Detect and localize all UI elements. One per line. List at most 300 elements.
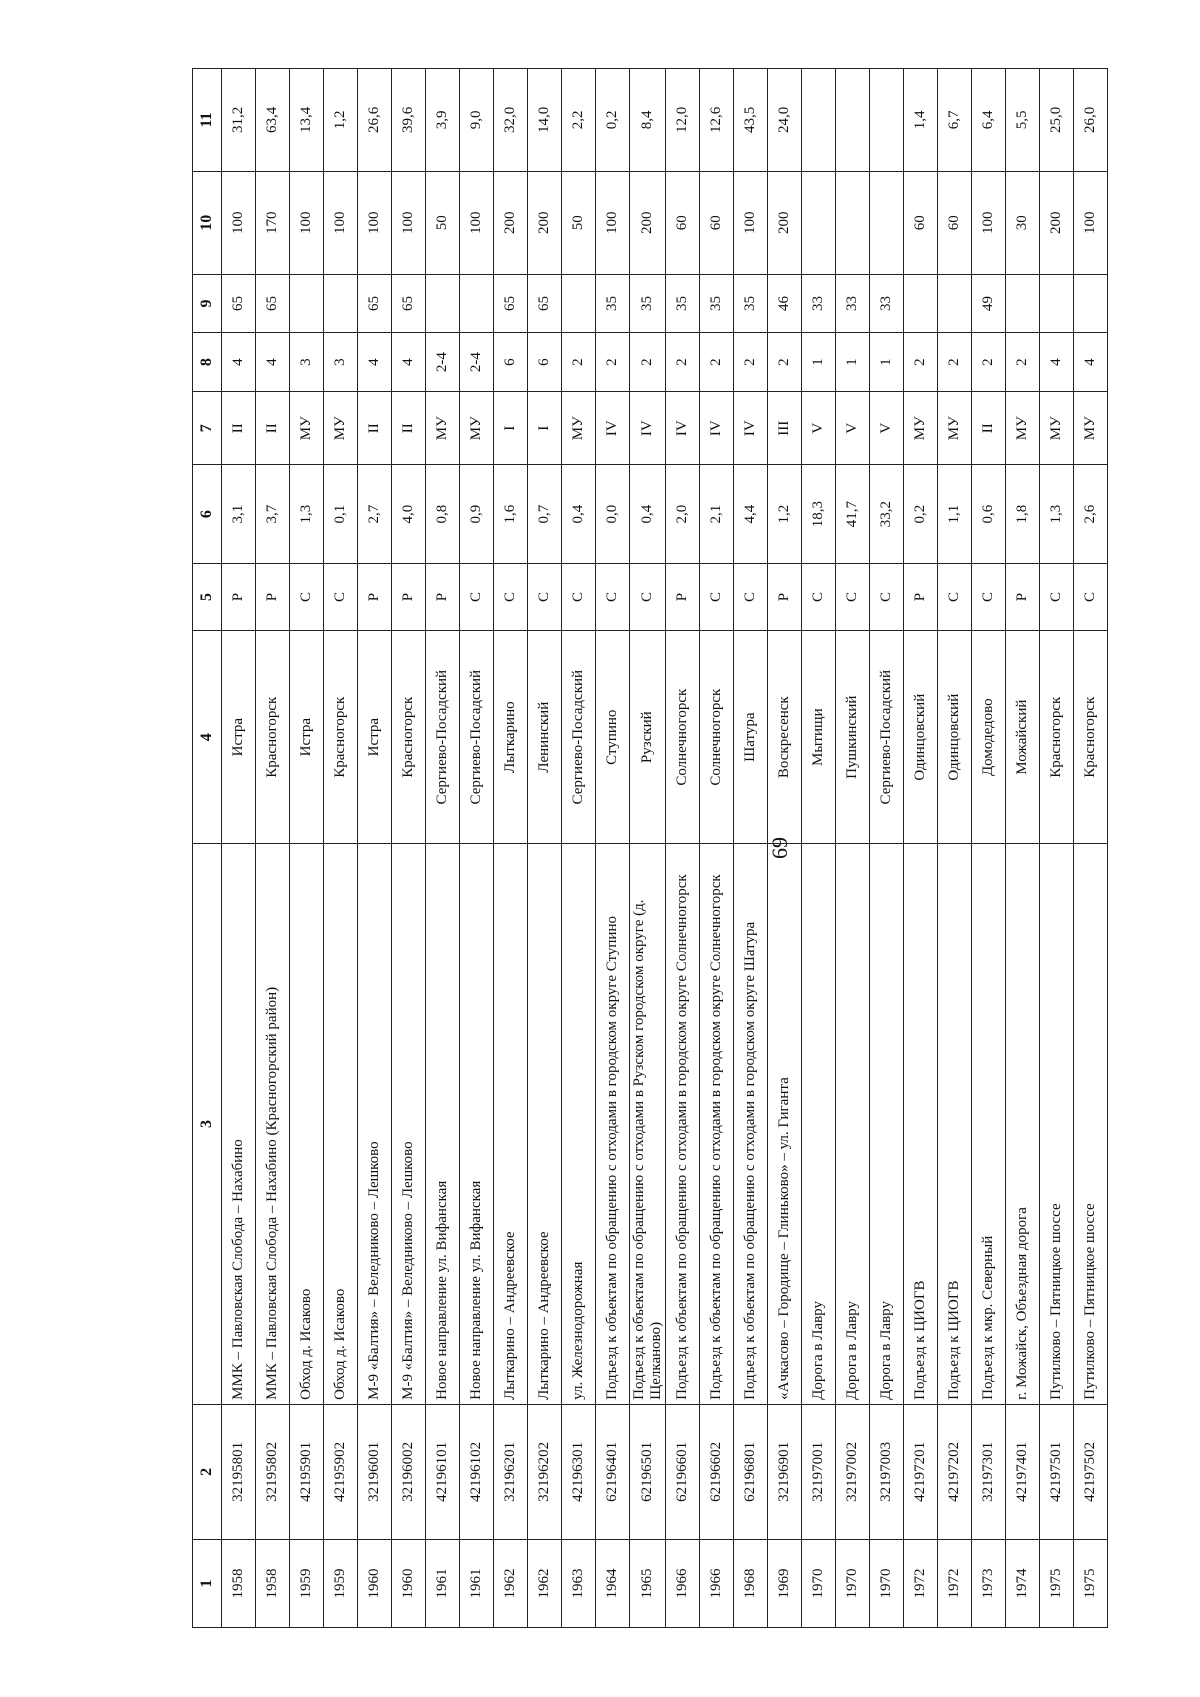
table-cell: 41,7 (836, 465, 870, 563)
table-cell: 1968 (734, 1539, 768, 1627)
table-cell (562, 274, 596, 333)
table-cell: Р (222, 563, 256, 631)
table-cell: 0,0 (596, 465, 630, 563)
table-cell: 42197201 (904, 1404, 938, 1539)
table-cell: IV (596, 392, 630, 465)
table-cell: 1,4 (904, 69, 938, 172)
table-cell: 4 (392, 333, 426, 392)
table-cell: 1970 (836, 1539, 870, 1627)
table-cell: 43,5 (734, 69, 768, 172)
table-row (426, 69, 460, 1628)
table-cell: V (870, 392, 904, 465)
table-cell: Сергиево-Посадский (426, 631, 460, 844)
table-cell: 3 (324, 333, 358, 392)
table-cell: 0,4 (630, 465, 666, 563)
table-cell: 42195902 (324, 1404, 358, 1539)
table-cell: 32196202 (528, 1404, 562, 1539)
table-cell: 1962 (528, 1539, 562, 1627)
table-cell: 2 (630, 333, 666, 392)
table-cell: С (460, 563, 494, 631)
column-header: 5 (193, 563, 222, 631)
table-cell: 200 (528, 171, 562, 274)
table-cell: 65 (494, 274, 528, 333)
table-cell: 2,6 (1074, 465, 1108, 563)
table-cell: 62196801 (734, 1404, 768, 1539)
table-cell (460, 274, 494, 333)
table-cell: Одинцовский (938, 631, 972, 844)
table-cell: 60 (904, 171, 938, 274)
table-cell: 1959 (324, 1539, 358, 1627)
table-cell: 65 (256, 274, 290, 333)
table-row (256, 69, 290, 1628)
table-cell: 62196602 (700, 1404, 734, 1539)
table-cell: 26,0 (1074, 69, 1108, 172)
table-cell: 62196401 (596, 1404, 630, 1539)
table-cell: 42196101 (426, 1404, 460, 1539)
table-cell: Сергиево-Посадский (562, 631, 596, 844)
table-cell: 4 (358, 333, 392, 392)
column-header: 6 (193, 465, 222, 563)
table-cell: С (734, 563, 768, 631)
table-cell: 12,6 (700, 69, 734, 172)
table-row (596, 69, 630, 1628)
table-cell: С (494, 563, 528, 631)
table-cell (426, 274, 460, 333)
table-cell: 2 (562, 333, 596, 392)
table-cell: 100 (222, 171, 256, 274)
table-cell: ул. Железнодорожная (562, 844, 596, 1405)
table-row (222, 69, 256, 1628)
table-cell: 1,1 (938, 465, 972, 563)
table-cell: Воскресенск (768, 631, 802, 844)
table-row (836, 69, 870, 1628)
table-cell: 200 (630, 171, 666, 274)
table-cell: Домодедово (972, 631, 1006, 844)
table-cell: Р (392, 563, 426, 631)
table-row (1040, 69, 1074, 1628)
table-cell: 33 (836, 274, 870, 333)
table-row (904, 69, 938, 1628)
table-cell: 100 (460, 171, 494, 274)
table-cell: 2-4 (426, 333, 460, 392)
table-cell: 2,1 (700, 465, 734, 563)
table-cell: V (802, 392, 836, 465)
table-cell: 1960 (358, 1539, 392, 1627)
table-cell: 42196301 (562, 1404, 596, 1539)
roads-table (192, 68, 1108, 1628)
table-cell: 32196201 (494, 1404, 528, 1539)
table-cell: 1,3 (290, 465, 324, 563)
table-cell: 35 (596, 274, 630, 333)
table-cell: 3,7 (256, 465, 290, 563)
table-cell: 100 (290, 171, 324, 274)
table-cell: 39,6 (392, 69, 426, 172)
table-cell: Рузский (630, 631, 666, 844)
table-cell: Ступино (596, 631, 630, 844)
table-cell: 4 (222, 333, 256, 392)
table-cell: 0,4 (562, 465, 596, 563)
table-cell (1040, 274, 1074, 333)
table-cell: МУ (938, 392, 972, 465)
table-cell: 1,3 (1040, 465, 1074, 563)
column-header: 10 (193, 171, 222, 274)
table-cell: 1959 (290, 1539, 324, 1627)
table-cell: С (938, 563, 972, 631)
table-cell: Можайский (1006, 631, 1040, 844)
table-cell: 170 (256, 171, 290, 274)
table-cell: II (222, 392, 256, 465)
table-cell: М-9 «Балтия» – Веледниково – Лешково (358, 844, 392, 1405)
table-cell: 0,7 (528, 465, 562, 563)
table-cell: 18,3 (802, 465, 836, 563)
table-cell: 12,0 (666, 69, 700, 172)
table-cell (836, 171, 870, 274)
table-cell: 32196901 (768, 1404, 802, 1539)
table-cell: 42195901 (290, 1404, 324, 1539)
table-cell: 62196601 (666, 1404, 700, 1539)
table-row (1074, 69, 1108, 1628)
table-cell: С (1040, 563, 1074, 631)
table-row (324, 69, 358, 1628)
table-cell: МУ (460, 392, 494, 465)
table-cell: 1964 (596, 1539, 630, 1627)
table-cell: Р (256, 563, 290, 631)
table-cell: IV (630, 392, 666, 465)
table-cell: 2 (768, 333, 802, 392)
table-row (700, 69, 734, 1628)
table-cell: IV (666, 392, 700, 465)
table-row (290, 69, 324, 1628)
table-cell: Дорога в Лавру (802, 844, 836, 1405)
table-cell: 5,5 (1006, 69, 1040, 172)
table-cell: II (972, 392, 1006, 465)
table-cell: 63,4 (256, 69, 290, 172)
table-cell (904, 274, 938, 333)
table-cell: 1972 (938, 1539, 972, 1627)
table-cell: Подъезд к ЦИОГВ (938, 844, 972, 1405)
table-cell: Солнечногорск (666, 631, 700, 844)
table-cell: 62196501 (630, 1404, 666, 1539)
table-cell: С (596, 563, 630, 631)
table-cell: МУ (1074, 392, 1108, 465)
table-cell: 32197003 (870, 1404, 904, 1539)
table-cell: 1,6 (494, 465, 528, 563)
table-cell: 4 (1040, 333, 1074, 392)
table-cell: Подъезд к объектам по обращению с отходами в Рузском городском округе (д. Щелканово) (630, 844, 666, 1405)
table-cell: 2-4 (460, 333, 494, 392)
table-cell: Подъезд к объектам по обращению с отходами в городском округе Ступино (596, 844, 630, 1405)
table-cell (1006, 274, 1040, 333)
table-cell: Истра (222, 631, 256, 844)
table-cell: 2 (700, 333, 734, 392)
table-row (392, 69, 426, 1628)
table-cell: Подъезд к объектам по обращению с отходами в городском округе Солнечногорск (700, 844, 734, 1405)
table-cell: 42197502 (1074, 1404, 1108, 1539)
table-cell: ММК – Павловская Слобода – Нахабино (222, 844, 256, 1405)
table-cell: I (528, 392, 562, 465)
table-cell: 100 (358, 171, 392, 274)
table-cell: 3,9 (426, 69, 460, 172)
table-row (802, 69, 836, 1628)
table-row (358, 69, 392, 1628)
column-header: 9 (193, 274, 222, 333)
table-cell: 9,0 (460, 69, 494, 172)
table-cell: 2 (904, 333, 938, 392)
table-row (870, 69, 904, 1628)
table-cell: 46 (768, 274, 802, 333)
table-cell: 26,6 (358, 69, 392, 172)
table-cell: 33 (870, 274, 904, 333)
table-cell: Обход д. Исаково (290, 844, 324, 1405)
table-cell: Р (666, 563, 700, 631)
table-cell: 1965 (630, 1539, 666, 1627)
table-cell: Истра (290, 631, 324, 844)
table-cell: г. Можайск, Объездная дорога (1006, 844, 1040, 1405)
table-cell: 1972 (904, 1539, 938, 1627)
table-cell: 100 (734, 171, 768, 274)
column-header: 1 (193, 1539, 222, 1627)
table-cell (938, 274, 972, 333)
table-cell: Р (1006, 563, 1040, 631)
table-cell: С (836, 563, 870, 631)
table-cell: 49 (972, 274, 1006, 333)
table-row (1006, 69, 1040, 1628)
table-cell: С (700, 563, 734, 631)
table-cell: Обход д. Исаково (324, 844, 358, 1405)
table-row (494, 69, 528, 1628)
table-cell: 1973 (972, 1539, 1006, 1627)
table-cell: 1974 (1006, 1539, 1040, 1627)
table-cell: «Ачкасово – Городище – Глиньково» – ул. Гиганта (768, 844, 802, 1405)
table-row (938, 69, 972, 1628)
table-cell: 1966 (700, 1539, 734, 1627)
table-cell: С (870, 563, 904, 631)
table-cell: 65 (528, 274, 562, 333)
table-cell: МУ (290, 392, 324, 465)
table-cell: 1970 (802, 1539, 836, 1627)
table-cell: 2 (938, 333, 972, 392)
table-cell: 0,2 (596, 69, 630, 172)
table-cell: 6 (528, 333, 562, 392)
table-cell: Подъезд к ЦИОГВ (904, 844, 938, 1405)
table-cell (870, 69, 904, 172)
table-cell: МУ (1006, 392, 1040, 465)
table-cell: Красногорск (1040, 631, 1074, 844)
table-cell: 32197301 (972, 1404, 1006, 1539)
table-cell: Красногорск (392, 631, 426, 844)
table-cell: 100 (596, 171, 630, 274)
table-cell: 32197002 (836, 1404, 870, 1539)
table-cell: Подъезд к мкр. Северный (972, 844, 1006, 1405)
table-cell: 1 (802, 333, 836, 392)
table-cell: 1958 (256, 1539, 290, 1627)
table-cell: 100 (324, 171, 358, 274)
table-cell: 3,1 (222, 465, 256, 563)
table-cell: 35 (630, 274, 666, 333)
table-cell: Подъезд к объектам по обращению с отходами в городском округе Шатура (734, 844, 768, 1405)
table-container (192, 68, 1108, 1628)
table-cell: 0,8 (426, 465, 460, 563)
table-cell: 2,7 (358, 465, 392, 563)
table-row (630, 69, 666, 1628)
table-cell: 1958 (222, 1539, 256, 1627)
table-cell: 200 (1040, 171, 1074, 274)
table-cell: IV (700, 392, 734, 465)
table-cell: С (562, 563, 596, 631)
table-cell: МУ (562, 392, 596, 465)
table-cell: Путилково – Пятницкое шоссе (1040, 844, 1074, 1405)
table-cell: 1975 (1074, 1539, 1108, 1627)
header-row (193, 69, 222, 1628)
column-header: 2 (193, 1404, 222, 1539)
table-cell: Сергиево-Посадский (870, 631, 904, 844)
table-row (666, 69, 700, 1628)
table-cell: 0,2 (904, 465, 938, 563)
table-cell: 4,4 (734, 465, 768, 563)
table-cell: М-9 «Балтия» – Веледниково – Лешково (392, 844, 426, 1405)
table-cell: 50 (426, 171, 460, 274)
table-cell: 42197501 (1040, 1404, 1074, 1539)
table-cell: 35 (666, 274, 700, 333)
table-cell: Дорога в Лавру (870, 844, 904, 1405)
table-row (460, 69, 494, 1628)
table-cell: 1 (870, 333, 904, 392)
table-cell (802, 171, 836, 274)
table-cell: II (256, 392, 290, 465)
table-cell: 200 (768, 171, 802, 274)
table-cell: 2 (596, 333, 630, 392)
table-cell: С (630, 563, 666, 631)
table-cell: 30 (1006, 171, 1040, 274)
table-cell: 2 (734, 333, 768, 392)
table-cell: 0,1 (324, 465, 358, 563)
table-cell: Р (426, 563, 460, 631)
table-cell: 65 (392, 274, 426, 333)
table-cell: Подъезд к объектам по обращению с отходами в городском округе Солнечногорск (666, 844, 700, 1405)
table-cell: 2 (972, 333, 1006, 392)
table-cell (802, 69, 836, 172)
table-cell: 42197401 (1006, 1404, 1040, 1539)
table-cell: 32195801 (222, 1404, 256, 1539)
table-cell: С (802, 563, 836, 631)
table-cell: 0,9 (460, 465, 494, 563)
table-cell: С (290, 563, 324, 631)
table-row (528, 69, 562, 1628)
table-cell: 1960 (392, 1539, 426, 1627)
table-cell: 60 (938, 171, 972, 274)
table-cell (324, 274, 358, 333)
table-cell: 2,2 (562, 69, 596, 172)
table-cell: Р (768, 563, 802, 631)
table-cell: Лыткарино (494, 631, 528, 844)
table-cell: 33 (802, 274, 836, 333)
table-cell: Красногорск (256, 631, 290, 844)
table-cell: 32196001 (358, 1404, 392, 1539)
table-cell: 32195802 (256, 1404, 290, 1539)
table-cell: 1,2 (768, 465, 802, 563)
column-header: 11 (193, 69, 222, 172)
table-cell: 24,0 (768, 69, 802, 172)
table-cell: 32197001 (802, 1404, 836, 1539)
table-cell: С (324, 563, 358, 631)
table-cell: 50 (562, 171, 596, 274)
table-cell: 1969 (768, 1539, 802, 1627)
table-cell: 25,0 (1040, 69, 1074, 172)
table-cell: 100 (1074, 171, 1108, 274)
table-cell: 100 (972, 171, 1006, 274)
table-cell: III (768, 392, 802, 465)
table-cell: Р (358, 563, 392, 631)
table-cell: IV (734, 392, 768, 465)
table-cell: 35 (700, 274, 734, 333)
column-header: 3 (193, 844, 222, 1405)
table-cell: Шатура (734, 631, 768, 844)
table-cell: 60 (700, 171, 734, 274)
table-cell: Сергиево-Посадский (460, 631, 494, 844)
table-cell: Истра (358, 631, 392, 844)
table-cell: 6 (494, 333, 528, 392)
table-cell: 2 (1006, 333, 1040, 392)
table-cell: 2 (666, 333, 700, 392)
table-cell: МУ (904, 392, 938, 465)
table-cell: 6,4 (972, 69, 1006, 172)
table-cell (870, 171, 904, 274)
table-cell: Новое направление ул. Вифанская (426, 844, 460, 1405)
table-cell: 35 (734, 274, 768, 333)
table-cell: Красногорск (1074, 631, 1108, 844)
table-cell: 6,7 (938, 69, 972, 172)
table-row (562, 69, 596, 1628)
table-cell: Красногорск (324, 631, 358, 844)
table-cell: 1 (836, 333, 870, 392)
table-cell: Лыткарино – Андреевское (494, 844, 528, 1405)
table-cell (836, 69, 870, 172)
table-cell: V (836, 392, 870, 465)
table-cell: 1961 (460, 1539, 494, 1627)
table-cell: Ленинский (528, 631, 562, 844)
table-cell: 2,0 (666, 465, 700, 563)
table-cell (1074, 274, 1108, 333)
table-cell: 1,2 (324, 69, 358, 172)
table-cell: 1963 (562, 1539, 596, 1627)
table-cell: 4 (1074, 333, 1108, 392)
table-cell: 1,8 (1006, 465, 1040, 563)
table-cell: 60 (666, 171, 700, 274)
table-cell: 8,4 (630, 69, 666, 172)
table-cell: I (494, 392, 528, 465)
table-cell: Пушкинский (836, 631, 870, 844)
column-header: 7 (193, 392, 222, 465)
table-cell: 1966 (666, 1539, 700, 1627)
table-cell (290, 274, 324, 333)
table-cell: 13,4 (290, 69, 324, 172)
column-header: 4 (193, 631, 222, 844)
table-cell: 200 (494, 171, 528, 274)
table-cell: МУ (1040, 392, 1074, 465)
table-cell: Путилково – Пятницкое шоссе (1074, 844, 1108, 1405)
table-cell: 33,2 (870, 465, 904, 563)
table-cell: II (358, 392, 392, 465)
table-cell: МУ (324, 392, 358, 465)
table-cell: 3 (290, 333, 324, 392)
table-cell: 42197202 (938, 1404, 972, 1539)
table-cell: 1962 (494, 1539, 528, 1627)
table-cell: 42196102 (460, 1404, 494, 1539)
table-cell: Солнечногорск (700, 631, 734, 844)
table-cell: 4 (256, 333, 290, 392)
table-cell: 1961 (426, 1539, 460, 1627)
table-row (972, 69, 1006, 1628)
